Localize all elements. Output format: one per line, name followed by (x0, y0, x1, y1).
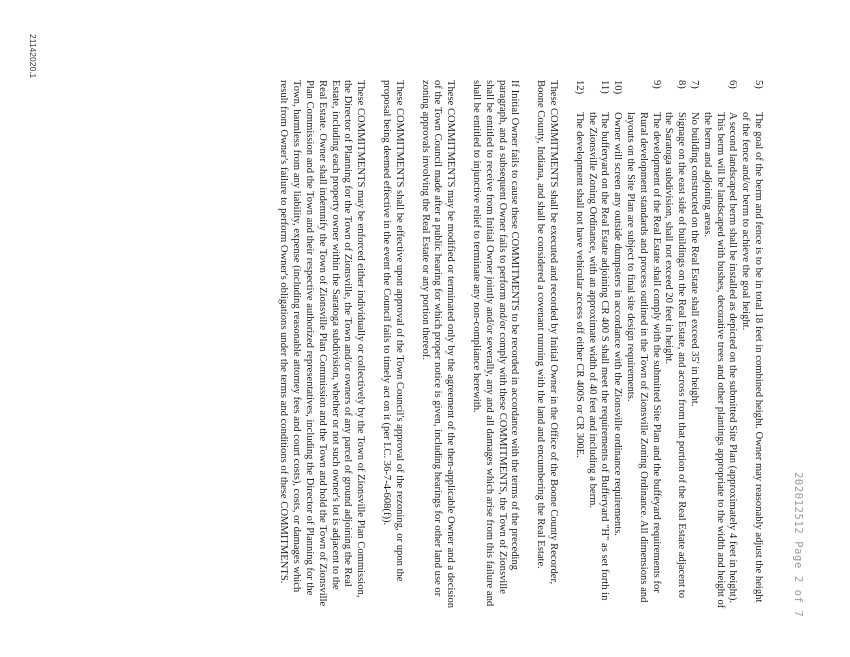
list-item (700, 80, 738, 610)
effective-date-paragraph: These COMMITMENTS shall be effective upon approval of the Town Council's approval of the rezoning, or upon the proposal being deemed effective in the event the Council fails to timely act on it (per I.C. 36-7-4-608(f)). (381, 80, 405, 582)
enforcement-paragraph: These COMMITMENTS may be enforced either individually or collectively by the Town of Zionsville Plan Commission, the Director of Planning for the Town of Zionsville, the Town and/or owners of any parcel of ground adjoining the Real Estate, including each property owner within the Saratoga subdivision, whether or not such owner's lot is adjacent to the Real Estate. Owner shall indemnify the Town of Zionsville Plan Commission and the Town and hold the Town of Zionsville Plan Commission and the Town and their respective authorized representatives, including the Director of Planning for the Town, harmless from any liability, expense (including reasonable attorney fees and court costs), costs, or damages which result from Owner's failure to perform Owner's obligations under the terms and conditions of these COMMITMENTS. (278, 80, 367, 607)
item-number: 9) (650, 80, 662, 89)
item-number: 6) (727, 80, 739, 89)
failure-to-record-paragraph: If Initial Owner fails to cause these COMMITMENTS to be recorded in accordance with the terms of the preceding paragraph, and a subsequent Owner fails to perform and/or comply with these COMMITMENTS, the Town of Zionsville shall be entitled to receive from Initial Owner jointly and/or severally, any and all damages which arise from this failure and shall be entitled to injunctive relief to terminate any non-compliance herewith. (471, 80, 521, 607)
item-number: 11) (599, 80, 611, 94)
modification-paragraph: These COMMITMENTS may be modified or terminated only by the agreement of the then-applicable Owner and a decision of the Town Council made after a public hearing for which proper notice is given, including hearings for other land use or zoning approvals involving the Real Estate or any portion thereof. (419, 80, 457, 609)
item-text: A second landscaped berm shall be installed as depicted on the submitted Site Plan (approximately 4 feet in height). This berm will be landscaped with bushes, decorative trees and other plantings appropriate to the width and height of the berm and adjoining areas. (701, 112, 739, 609)
list-item (687, 80, 700, 610)
commitment-list (572, 80, 764, 610)
item-text: Signage on the east side of buildings on the Real Estate, and across from that portion of the Real Estate adjacent to the Saratoga subdivision, shall not exceed 20 feet in height. (663, 112, 688, 599)
item-text: The development of the Real Estate shall comply with the submitted Site Plan and the buffeyard requirements for Rural development standards and process outlined in the Town of Zionsville Zoning Ordinance. All dimensions and layouts on the Site Plan are subject to final site design requirements. (625, 112, 662, 603)
item-number: 10) (612, 80, 624, 95)
item-text: No building constructed on the Real Estate shall exceed 35' in height. (689, 112, 701, 407)
list-item (623, 80, 661, 610)
list-item (610, 80, 623, 610)
item-text: The development shall not have vehicular access off either CR 400S or CR 300E. (573, 112, 585, 458)
item-number: 7) (689, 80, 701, 89)
item-number: 12) (573, 80, 585, 95)
item-number: 8) (676, 80, 688, 89)
item-text: The bufferyard on the Real Estate adjoining CR 400 S shall meet the requirements of Bufferyard "H" as set forth in the Zionsville Zoning Ordinance, with an approximate width of 40 feet and including a berm. (586, 112, 611, 601)
list-item (585, 80, 611, 610)
list-item (662, 80, 688, 610)
item-text: The goal of the berm and fence is to be in total 18 feet in combined height. Owner may reasonably adjust the height of the fence and/or berm to achieve the goal height. (740, 112, 764, 603)
item-text: Owner will screen any outside dumpsters in accordance with the Zionsville ordinance requirements. (612, 112, 624, 536)
item-number: 5) (753, 80, 764, 89)
list-item (738, 80, 764, 610)
document-body (277, 80, 764, 610)
recording-stamp: 202012512 Page 2 of 7 (792, 472, 804, 618)
recording-paragraph: These COMMITMENTS shall be executed and recorded by Initial Owner in the Office of the Boone County Recorder, Boone County, Indiana, and shall be considered a covenant running with the land and encumbering the Real Estate. (535, 80, 560, 585)
document-code: 21142020.1 (28, 34, 38, 79)
list-item (572, 80, 585, 610)
